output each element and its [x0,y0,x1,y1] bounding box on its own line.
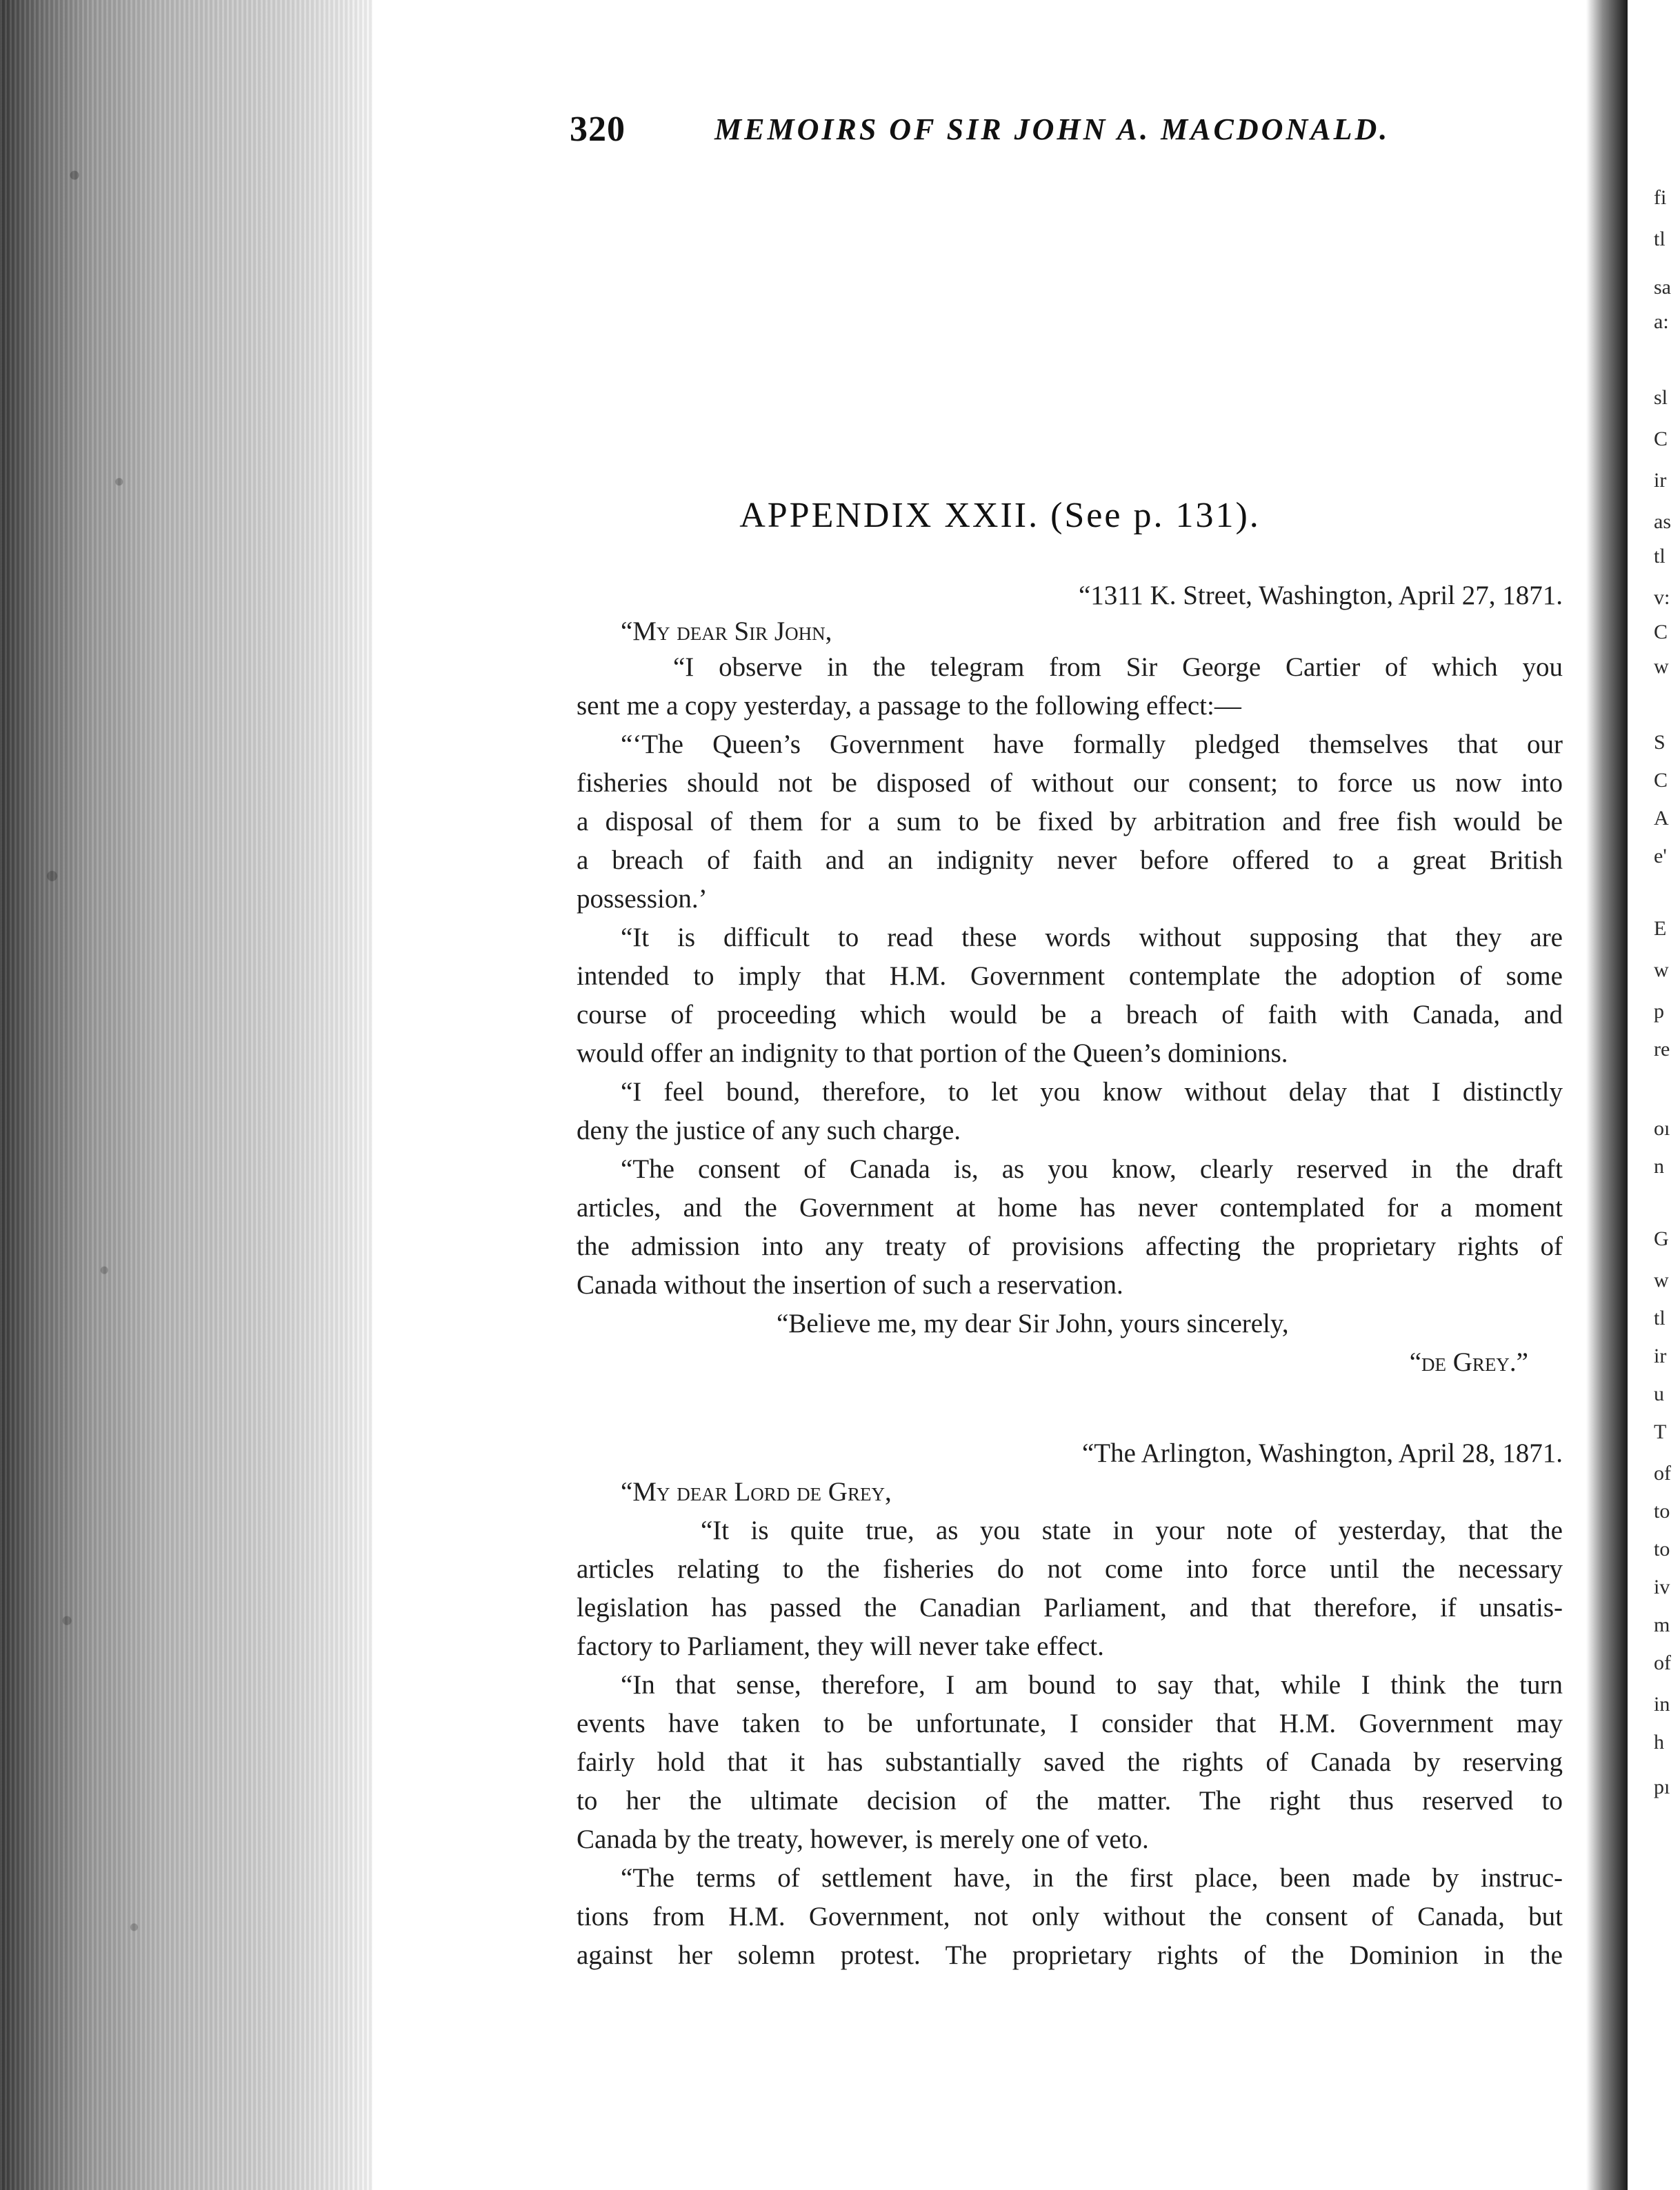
text-line: Canada by the treaty, however, is merely one of veto. [577,1825,1149,1854]
text-line: to her the ultimate decision of the matter. The right thus reserved to [577,1786,1563,1816]
facing-page-fragment: as [1654,510,1671,533]
facing-page-fragment: w [1654,958,1669,981]
text-line: a breach of faith and an indignity never before offered to a great British [577,845,1563,875]
facing-page-fragment: a: [1654,310,1669,333]
text-line: “‘The Queen’s Government have formally pledged themselves that our [621,730,1563,759]
facing-page-fragment: sl [1654,386,1668,409]
facing-page-fragment: m [1654,1614,1670,1636]
facing-page-fragment: ir [1654,469,1667,492]
closing: “Believe me, my dear Sir John, yours sincerely, [777,1309,1289,1338]
facing-page-fragment: C [1654,621,1668,643]
gutter-shadow [1586,0,1628,2190]
text-line: a disposal of them for a sum to be fixed by arbitration and free fish would be [577,807,1563,836]
salutation: “My dear Lord de Grey, [621,1477,892,1507]
text-line: intended to imply that H.M. Government contemplate the adoption of some [577,961,1563,991]
text-line: possession.’ [577,884,708,914]
facing-page-fragment: T [1654,1420,1667,1443]
text-line: articles relating to the fisheries do not come into force until the necessary [577,1554,1563,1584]
text-line: legislation has passed the Canadian Parliament, and that therefore, if unsatis- [577,1593,1563,1623]
salutation: “My dear Sir John, [621,616,832,646]
facing-page-fragment: e' [1654,845,1667,867]
facing-page-fragment: in [1654,1693,1670,1716]
text-line: articles, and the Government at home has never contemplated for a moment [577,1193,1563,1223]
facing-page-fragment: h [1654,1731,1664,1754]
text-line: fisheries should not be disposed of without our consent; to force us now into [577,768,1563,798]
facing-page-fragment: v: [1654,586,1670,609]
facing-page-fragment: fi [1654,186,1667,209]
facing-page-fragment: C [1654,769,1668,792]
facing-page-fragment: of [1654,1651,1671,1674]
facing-page-fragment: p [1654,1000,1664,1023]
facing-page-fragment: ir [1654,1345,1667,1367]
facing-page-fragment: sa [1654,276,1671,299]
text-line: deny the justice of any such charge. [577,1116,961,1145]
facing-page-fragment: tl [1654,545,1666,567]
text-line: events have taken to be unfortunate, I consider that H.M. Government may [577,1709,1563,1738]
dateline: “1311 K. Street, Washington, April 27, 1871. [1078,581,1563,610]
dateline: “The Arlington, Washington, April 28, 1871. [1081,1438,1563,1468]
text-line: “The terms of settlement have, in the first place, been made by instruc- [621,1863,1563,1893]
facing-page-fragment: tl [1654,228,1666,250]
text-line: course of proceeding which would be a breach of faith with Canada, and [577,1000,1563,1029]
text-line: sent me a copy yesterday, a passage to the following effect:— [577,691,1241,721]
text-line: tions from H.M. Government, not only without the consent of Canada, but [577,1902,1563,1931]
text-line: “It is quite true, as you state in your note of yesterday, that the [701,1516,1563,1545]
signature: “de Grey.” [1409,1347,1528,1377]
facing-page-fragment: n [1654,1155,1664,1178]
text-line: against her solemn protest. The proprietary rights of the Dominion in the [577,1940,1563,1970]
text-line: “I feel bound, therefore, to let you know without delay that I distinctly [621,1077,1563,1107]
text-line: Canada without the insertion of such a reservation. [577,1270,1123,1300]
text-line: “In that sense, therefore, I am bound to say that, while I think the turn [621,1670,1563,1700]
facing-page-fragment: iv [1654,1576,1670,1598]
facing-page-fragment: w [1654,1269,1669,1292]
text-line: “I observe in the telegram from Sir George Cartier of which you [673,652,1563,682]
facing-page-fragment: A [1654,807,1669,830]
text-line: factory to Parliament, they will never take effect. [577,1631,1104,1661]
text-line: “It is difficult to read these words without supposing that they are [621,923,1563,952]
facing-page-fragment: pı [1654,1776,1670,1798]
page-header [570,109,1466,157]
facing-page-fragment: w [1654,655,1669,678]
text-line: would offer an indignity to that portion of the Queen’s dominions. [577,1038,1288,1068]
facing-page-fragment: to [1654,1538,1670,1560]
facing-page-fragment: to [1654,1500,1670,1523]
text-line: the admission into any treaty of provisions affecting the proprietary rights of [577,1232,1563,1261]
facing-page-fragment: tl [1654,1307,1666,1329]
facing-page-fragment: E [1654,917,1667,940]
binding-speckles [0,0,372,2190]
appendix-title: APPENDIX XXII. (See p. 131). [739,496,1261,535]
facing-page-fragment: u [1654,1383,1664,1405]
facing-page-fragment: of [1654,1462,1671,1485]
facing-page-fragment: re [1654,1038,1670,1061]
text-line: fairly hold that it has substantially saved the rights of Canada by reserving [577,1747,1563,1777]
facing-page-fragment: oı [1654,1117,1670,1140]
facing-page-fragment: G [1654,1227,1669,1250]
facing-page-fragment: S [1654,731,1666,754]
page-number: 320 [570,110,626,149]
running-head: MEMOIRS OF SIR JOHN A. MACDONALD. [714,112,1390,146]
facing-page-fragment: C [1654,428,1668,450]
text-line: “The consent of Canada is, as you know, clearly reserved in the draft [621,1154,1563,1184]
